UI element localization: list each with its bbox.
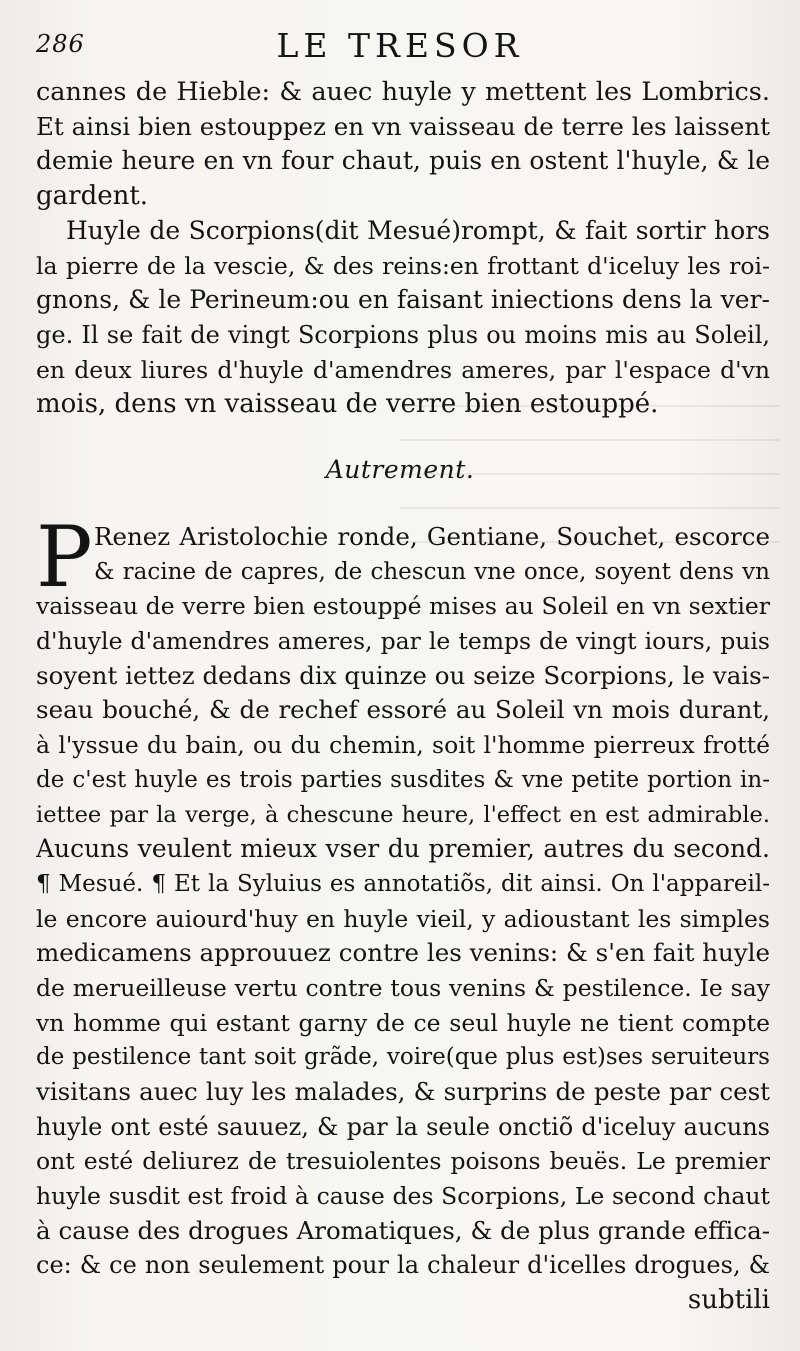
text-line: ¶ Mesué. ¶ Et la Syluius es annotatiõs, dit ainsi. On l'appareil- [36,870,770,897]
text-line: visitans auec luy les malades, & surprins de peste par cest [36,1077,770,1106]
section-heading: Autrement. [325,455,475,484]
text-line: ont esté deliurez de tresuiolentes poisons beuës. Le premier [36,1147,770,1176]
running-title: LE TRESOR [276,26,524,65]
text-line: demie heure en vn four chaut, puis en ostent l'huyle, & le [36,146,770,176]
text-line: gnons, & le Perineum:ou en faisant iniections dens la ver- [36,285,770,315]
catchword: subtili [687,1285,770,1316]
text-line: huyle ont esté sauuez, & par la seule onctiõ d'iceluy aucuns [36,1112,770,1141]
text-line: vn homme qui estant garny de ce seul huyle ne tient compte [36,1008,770,1037]
text-line: iettee par la verge, à chescune heure, l'effect en est admirable. [36,801,770,828]
text-line: gardent. [36,181,149,212]
text-line: de merueilleuse vertu contre tous venins & pestilence. Ie say [36,973,770,1002]
text-line: huyle susdit est froid à cause des Scorpions, Le second chaut [36,1182,770,1211]
text-line: cannes de Hieble: & auec huyle y mettent les Lombrics. [36,77,770,107]
text-line: vaisseau de verre bien estouppé mises au Soleil en vn sextier [36,592,770,621]
page-header [0,26,800,70]
text-line: Et ainsi bien estouppez en vn vaisseau de terre les laissent [36,111,770,141]
text-line: Renez Aristolochie ronde, Gentiane, Souchet, escorce [94,522,770,551]
text-line: seau bouché, & de rechef essoré au Soleil vn mois durant, [36,695,770,725]
page-number: 286 [36,30,85,58]
paragraph-lombrics [36,75,770,214]
text-line: medicamens approuuez contre les venins: & s'en fait huyle [36,938,770,968]
text-line: de c'est huyle es trois parties susdites & vne petite portion in- [36,766,770,793]
text-line: ge. Il se fait de vingt Scorpions plus ou moins mis au Soleil, [36,321,770,350]
paragraph-scorpions [36,214,770,422]
text-line: en deux liures d'huyle d'amendres ameres, par l'espace d'vn [36,355,770,384]
text-line: la pierre de la vescie, & des reins:en frottant d'iceluy les roi- [36,251,770,280]
text-line: à l'yssue du bain, ou du chemin, soit l'homme pierreux frotté [36,731,770,760]
text-line: de pestilence tant soit grãde, voire(que plus est)ses seruiteurs [36,1044,770,1071]
text-line: & racine de capres, de chescun vne once, soyent dens vn [94,558,770,585]
text-line: mois, dens vn vaisseau de verre bien estouppé. [36,389,659,420]
text-line: le encore auiourd'huy en huyle vieil, y adioustant les simples [36,904,770,933]
text-line: d'huyle d'amendres ameres, par le temps de vingt iours, puis [36,627,770,656]
paragraph-autrement [36,508,770,1318]
drop-cap: P [36,508,93,606]
text-line: Huyle de Scorpions(dit Mesué)rompt, & fait sortir hors [66,216,770,245]
text-line: à cause des drogues Aromatiques, & de plus grande effica- [36,1215,770,1245]
text-line: Aucuns veulent mieux vser du premier, autres du second. [36,834,770,864]
text-line: soyent iettez dedans dix quinze ou seize Scorpions, le vais- [36,660,770,690]
text-line: ce: & ce non seulement pour la chaleur d'icelles drogues, & [36,1251,770,1280]
